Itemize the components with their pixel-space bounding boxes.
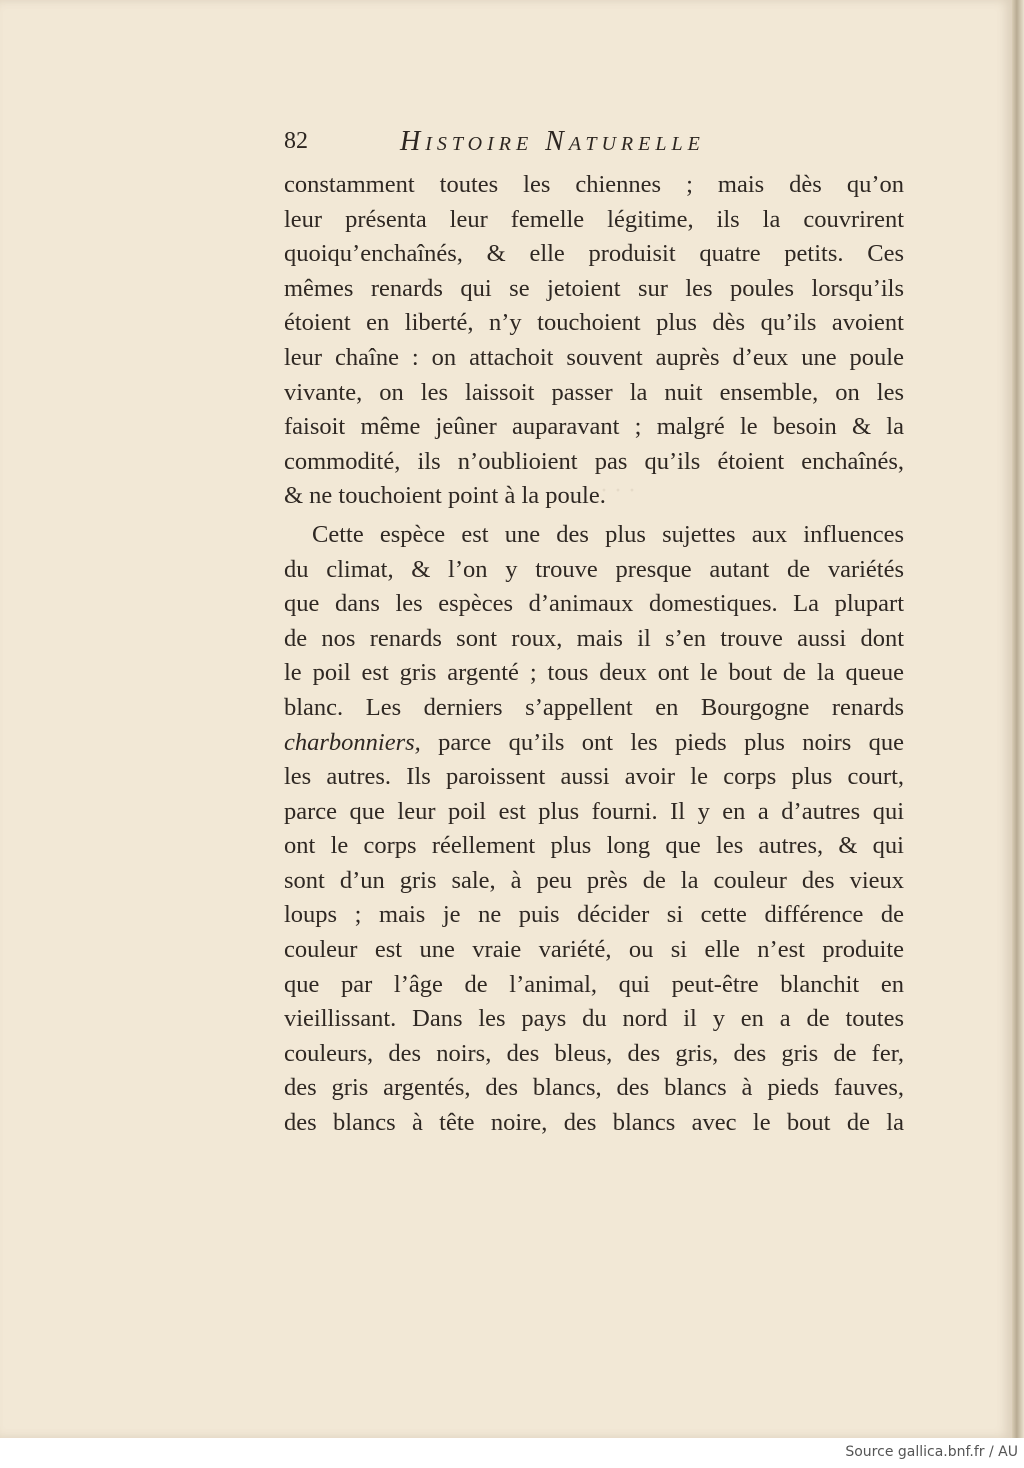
page-number: 82 [284, 128, 308, 154]
text-line: les autres. Ils paroissent aussi avoir le corps plus court, [284, 763, 904, 791]
text-line: mêmes renards qui se jetoient sur les poules lorsqu’ils [284, 274, 904, 302]
body-text [284, 168, 904, 1141]
text-line: blanc. Les derniers s’appellent en Bourgogne renards [284, 693, 904, 721]
text-line: leur chaîne : on attachoit souvent auprès d’eux une poule [284, 343, 904, 371]
text-line: quoiqu’enchaînés, & elle produisit quatre petits. Ces [284, 240, 904, 268]
text-line: faisoit même jeûner auparavant ; malgré le besoin & la [284, 413, 904, 441]
text-line: Cette espèce est une des plus sujettes aux influences [312, 520, 904, 548]
text-line: du climat, & l’on y trouve presque autant de variétés [284, 555, 904, 583]
text-line: étoient en liberté, n’y touchoient plus dès qu’ils avoient [284, 309, 904, 337]
text-line: couleur est une vraie variété, ou si elle n’est produite [284, 936, 904, 964]
text-line: & ne touchoient point à la poule. [284, 482, 606, 510]
text-line: leur présenta leur femelle légitime, ils la couvrirent [284, 205, 904, 233]
text-line: que dans les espèces d’animaux domestiques. La plupart [284, 590, 904, 618]
text-line: vieillissant. Dans les pays du nord il y en a de toutes [284, 1005, 904, 1033]
text-line: que par l’âge de l’animal, qui peut-être blanchit en [284, 970, 904, 998]
text-line: loups ; mais je ne puis décider si cette différence de [284, 901, 904, 929]
text-line-with-italic [284, 726, 904, 761]
text-line: sont d’un gris sale, à peu près de la couleur des vieux [284, 866, 904, 894]
text-line: des gris argentés, des blancs, des blancs à pieds fauves, [284, 1074, 904, 1102]
text-line: commodité, ils n’oublioient pas qu’ils étoient enchaînés, [284, 447, 904, 475]
running-title: Histoire Naturelle [400, 126, 705, 157]
text-line: constamment toutes les chiennes ; mais dès qu’on [284, 171, 904, 198]
text-line: couleurs, des noirs, des bleus, des gris, des gris de fer, [284, 1039, 904, 1067]
page-edge [1012, 0, 1024, 1438]
text-line-rest: parce qu’ils ont les pieds plus noirs que [438, 728, 905, 756]
paragraph-1 [284, 168, 904, 514]
text-line: ont le corps réellement plus long que les autres, & qui [284, 832, 904, 860]
text-line: des blancs à tête noire, des blancs avec le bout de la [284, 1109, 904, 1137]
text-line: le poil est gris argenté ; tous deux ont le bout de la queue [284, 659, 904, 687]
text-line: parce que leur poil est plus fourni. Il y en a d’autres qui [284, 797, 904, 825]
source-credit: Source gallica.bnf.fr / AU [845, 1444, 1018, 1460]
running-head [284, 128, 904, 168]
show-through-text: · · · [600, 478, 636, 504]
text-line: de nos renards sont roux, mais il s’en trouve aussi dont [284, 624, 904, 652]
text-line: vivante, on les laissoit passer la nuit ensemble, on les [284, 378, 904, 406]
italic-term: charbonniers, [284, 728, 421, 756]
paragraph-2 [284, 518, 904, 1141]
